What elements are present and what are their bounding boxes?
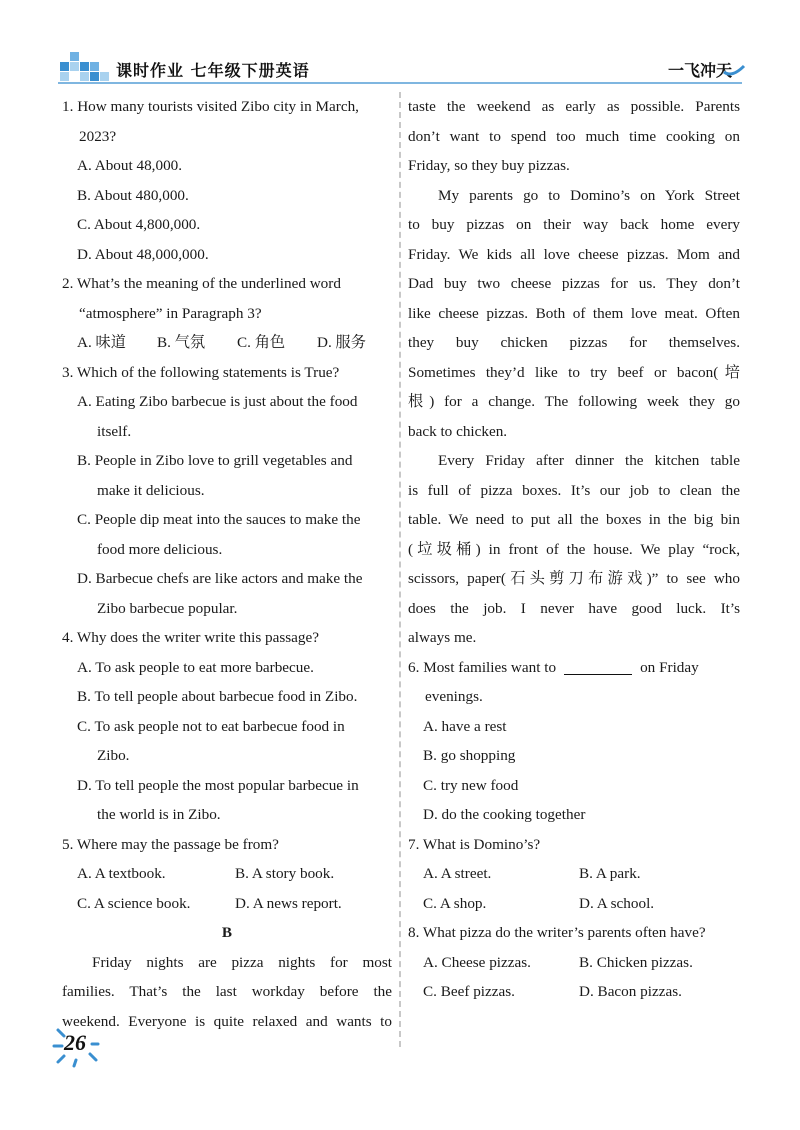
q3-option-c-cont: food more delicious.: [97, 540, 223, 558]
q8-option-a: A. Cheese pizzas.: [423, 953, 531, 971]
passage-line: table. We need to put all the boxes in the big bin: [408, 511, 740, 528]
q6-stem-cont: evenings.: [425, 688, 483, 705]
q1-option-c: C. About 4,800,000.: [77, 216, 201, 233]
q5-option-d: D. A news report.: [235, 894, 342, 912]
header-rule: [58, 82, 742, 84]
q2-option-b: B. 气氛: [157, 334, 206, 351]
passage-line: (垃圾桶) in front of the house. We play “rock,: [408, 540, 740, 558]
q1-stem: 1. How many tourists visited Zibo city in March,: [62, 98, 359, 115]
q4-option-b: B. To tell people about barbecue food in Zibo.: [77, 688, 358, 705]
right-column: [408, 92, 740, 1007]
q5-option-c: C. A science book.: [77, 894, 191, 912]
q6-option-b: B. go shopping: [423, 747, 516, 764]
q1-stem-cont: 2023?: [79, 127, 117, 145]
q1-option-d: D. About 48,000,000.: [77, 245, 209, 263]
q4-option-a: A. To ask people to eat more barbecue.: [77, 658, 314, 676]
passage-line: don’t want to spend too much time cooking on: [408, 127, 740, 145]
q3-option-b: B. People in Zibo love to grill vegetables and: [77, 452, 353, 469]
passage-line: Sometimes they’d like to try beef or bacon(培: [408, 363, 740, 381]
q7-options-row2: [408, 889, 740, 919]
q5-stem: 5. Where may the passage be from?: [62, 835, 279, 853]
left-column: [62, 92, 392, 1036]
passage-line: 根) for a change. The following week they go: [408, 393, 740, 410]
passage-line: back to chicken.: [408, 422, 508, 440]
q6-option-c: C. try new food: [423, 776, 519, 794]
q8-option-d: D. Bacon pizzas.: [579, 983, 682, 1000]
q3-option-d-cont: Zibo barbecue popular.: [97, 599, 238, 617]
header-title: 课时作业 七年级下册英语: [116, 61, 310, 80]
q2-option-c: C. 角色: [237, 334, 286, 351]
q5-options-row2: [62, 889, 392, 919]
passage-line: Dad buy two cheese pizzas for us. They don’t: [408, 275, 740, 292]
passage-line: Every Friday after dinner the kitchen table: [438, 452, 740, 469]
q5-options-row1: [62, 859, 392, 889]
q5-option-b: B. A story book.: [235, 865, 335, 882]
q4-option-c: C. To ask people not to eat barbecue food in: [77, 717, 345, 735]
q3-option-a-cont: itself.: [97, 422, 132, 440]
passage-line: like cheese pizzas. Both of them love meat. Often: [408, 304, 740, 322]
q8-option-b: B. Chicken pizzas.: [579, 953, 693, 971]
section-b-heading: B: [221, 924, 233, 941]
passage-line: Friday, so they buy pizzas.: [408, 157, 570, 174]
q7-option-d: D. A school.: [579, 894, 655, 912]
q5-option-a: A. A textbook.: [77, 865, 166, 882]
passage-line: Friday nights are pizza nights for most: [92, 953, 392, 971]
passage-line: always me.: [408, 629, 477, 646]
q3-option-c: C. People dip meat into the sauces to make the: [77, 511, 361, 528]
q3-option-d: D. Barbecue chefs are like actors and make the: [77, 570, 363, 587]
q8-option-c: C. Beef pizzas.: [423, 983, 515, 1000]
q2-option-d: D. 服务: [317, 334, 366, 351]
q2-option-a: A. 味道: [77, 334, 126, 351]
q8-stem: 8. What pizza do the writer’s parents often have?: [408, 924, 706, 941]
passage-line: weekend. Everyone is quite relaxed and wants to: [62, 1012, 392, 1030]
q3-option-a: A. Eating Zibo barbecue is just about the food: [77, 393, 358, 410]
brand-swoosh-icon: [722, 64, 746, 78]
q6-stem: [408, 653, 740, 683]
passage-line: is full of pizza boxes. It’s our job to clean the: [408, 481, 740, 499]
passage-line: My parents go to Domino’s on York Street: [438, 186, 740, 204]
q7-options-row1: [408, 859, 740, 889]
passage-line: families. That’s the last workday before the: [62, 983, 392, 1000]
q7-option-b: B. A park.: [579, 865, 641, 882]
q4-option-c-cont: Zibo.: [97, 747, 130, 764]
q7-option-c: C. A shop.: [423, 894, 487, 912]
q6-stem-post: on Friday: [640, 658, 699, 676]
q1-option-a: A. About 48,000.: [77, 157, 183, 174]
passage-line: to buy pizzas on their way back home every: [408, 216, 740, 233]
page-header: [0, 0, 800, 100]
q2-stem: 2. What’s the meaning of the underlined word: [62, 275, 341, 292]
passage-line: does the job. I never have good luck. It’s: [408, 599, 740, 617]
q6-stem-pre: 6. Most families want to: [408, 658, 557, 676]
q6-answer-blank[interactable]: [564, 658, 632, 675]
page-number: 26: [64, 1030, 86, 1055]
q8-options-row2: [408, 977, 740, 1007]
q6-option-a: A. have a rest: [423, 717, 507, 735]
column-divider: [399, 92, 401, 1047]
q7-stem: 7. What is Domino’s?: [408, 835, 541, 853]
q6-option-d: D. do the cooking together: [423, 806, 586, 823]
q4-option-d: D. To tell people the most popular barbecue in: [77, 776, 359, 794]
header-brand: 一飞冲天: [668, 61, 733, 80]
passage-line: Friday. We kids all love cheese pizzas. Mom and: [408, 245, 740, 263]
q8-options-row1: [408, 948, 740, 978]
q4-option-d-cont: the world is in Zibo.: [97, 806, 221, 823]
q7-option-a: A. A street.: [423, 865, 492, 882]
passage-line: taste the weekend as early as possible. Parents: [408, 98, 740, 115]
q2-stem-cont: “atmosphere” in Paragraph 3?: [79, 304, 262, 322]
q3-option-b-cont: make it delicious.: [97, 481, 205, 499]
passage-line: scissors, paper(石头剪刀布游戏)” to see who: [408, 570, 740, 587]
passage-line: they buy chicken pizzas for themselves.: [408, 334, 740, 351]
q1-option-b: B. About 480,000.: [77, 186, 189, 204]
q2-options: [62, 328, 392, 358]
q4-stem: 4. Why does the writer write this passage?: [62, 629, 319, 646]
q3-stem: 3. Which of the following statements is True?: [62, 363, 340, 381]
